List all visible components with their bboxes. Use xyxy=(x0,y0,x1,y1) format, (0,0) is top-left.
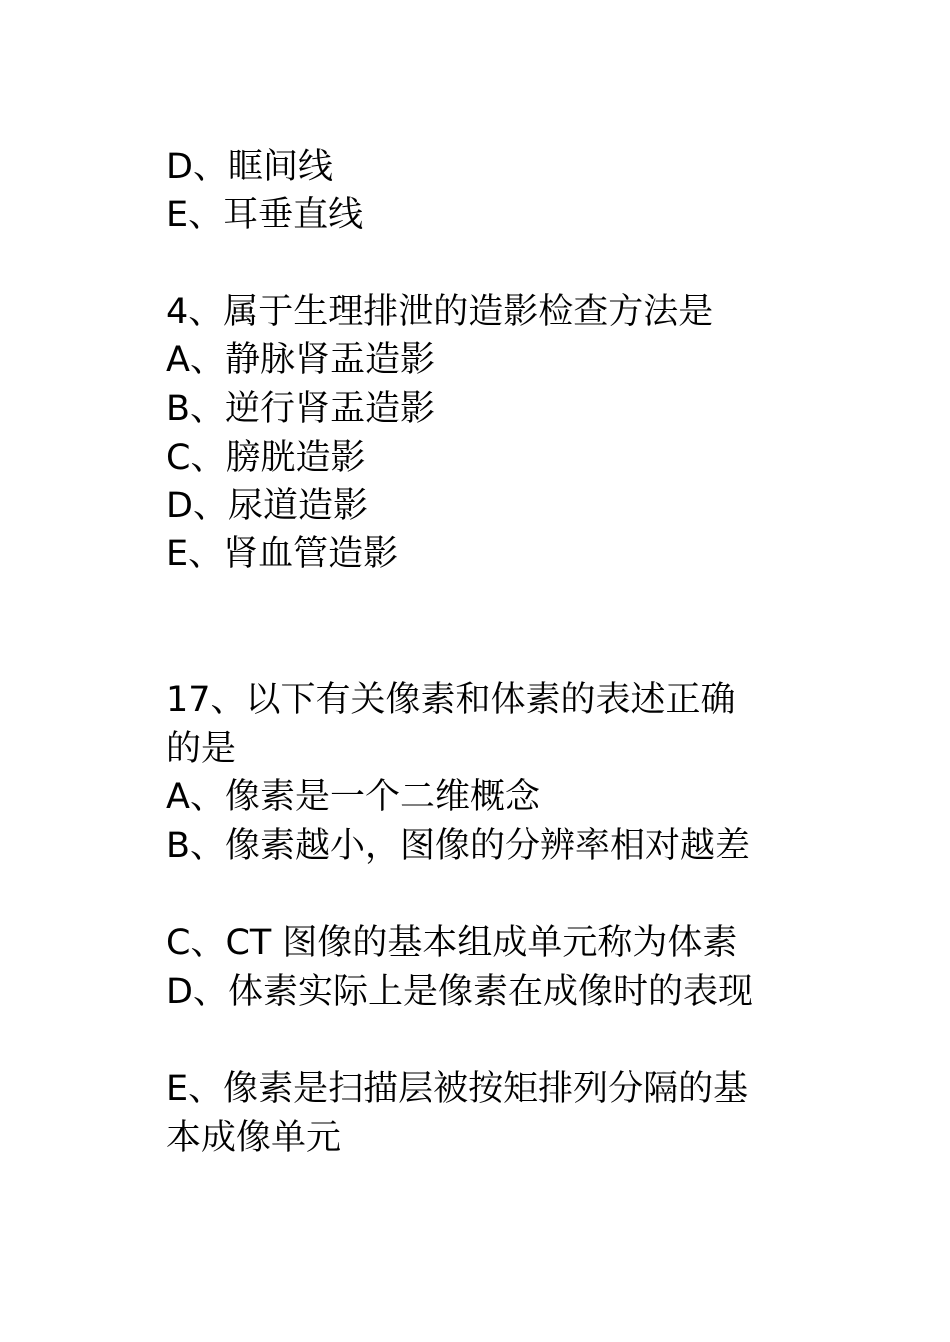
q4-option-a: A、静脉肾盂造影 xyxy=(166,340,435,380)
q17-option-e-line-2: 本成像单元 xyxy=(166,1118,342,1158)
q17-option-d: D、体素实际上是像素在成像时的表现 xyxy=(166,972,753,1012)
q4-option-e: E、肾血管造影 xyxy=(166,534,399,574)
q17-stem-line-2: 的是 xyxy=(166,729,237,769)
q4-option-b: B、逆行肾盂造影 xyxy=(166,389,436,429)
q17-option-a: A、像素是一个二维概念 xyxy=(166,777,540,817)
q4-stem: 4、属于生理排泄的造影检查方法是 xyxy=(166,292,714,332)
q4-option-d: D、尿道造影 xyxy=(166,486,368,526)
q4-option-c: C、膀胱造影 xyxy=(166,438,366,478)
q3-option-d: D、眶间线 xyxy=(166,147,333,187)
q3-option-e: E、耳垂直线 xyxy=(166,195,364,235)
q17-option-c: C、CT 图像的基本组成单元称为体素 xyxy=(166,923,738,963)
q17-option-e-line-1: E、像素是扫描层被按矩排列分隔的基 xyxy=(166,1069,749,1109)
q17-stem-line-1: 17、以下有关像素和体素的表述正确 xyxy=(166,680,736,720)
q17-option-b: B、像素越小，图像的分辨率相对越差 xyxy=(166,826,751,866)
